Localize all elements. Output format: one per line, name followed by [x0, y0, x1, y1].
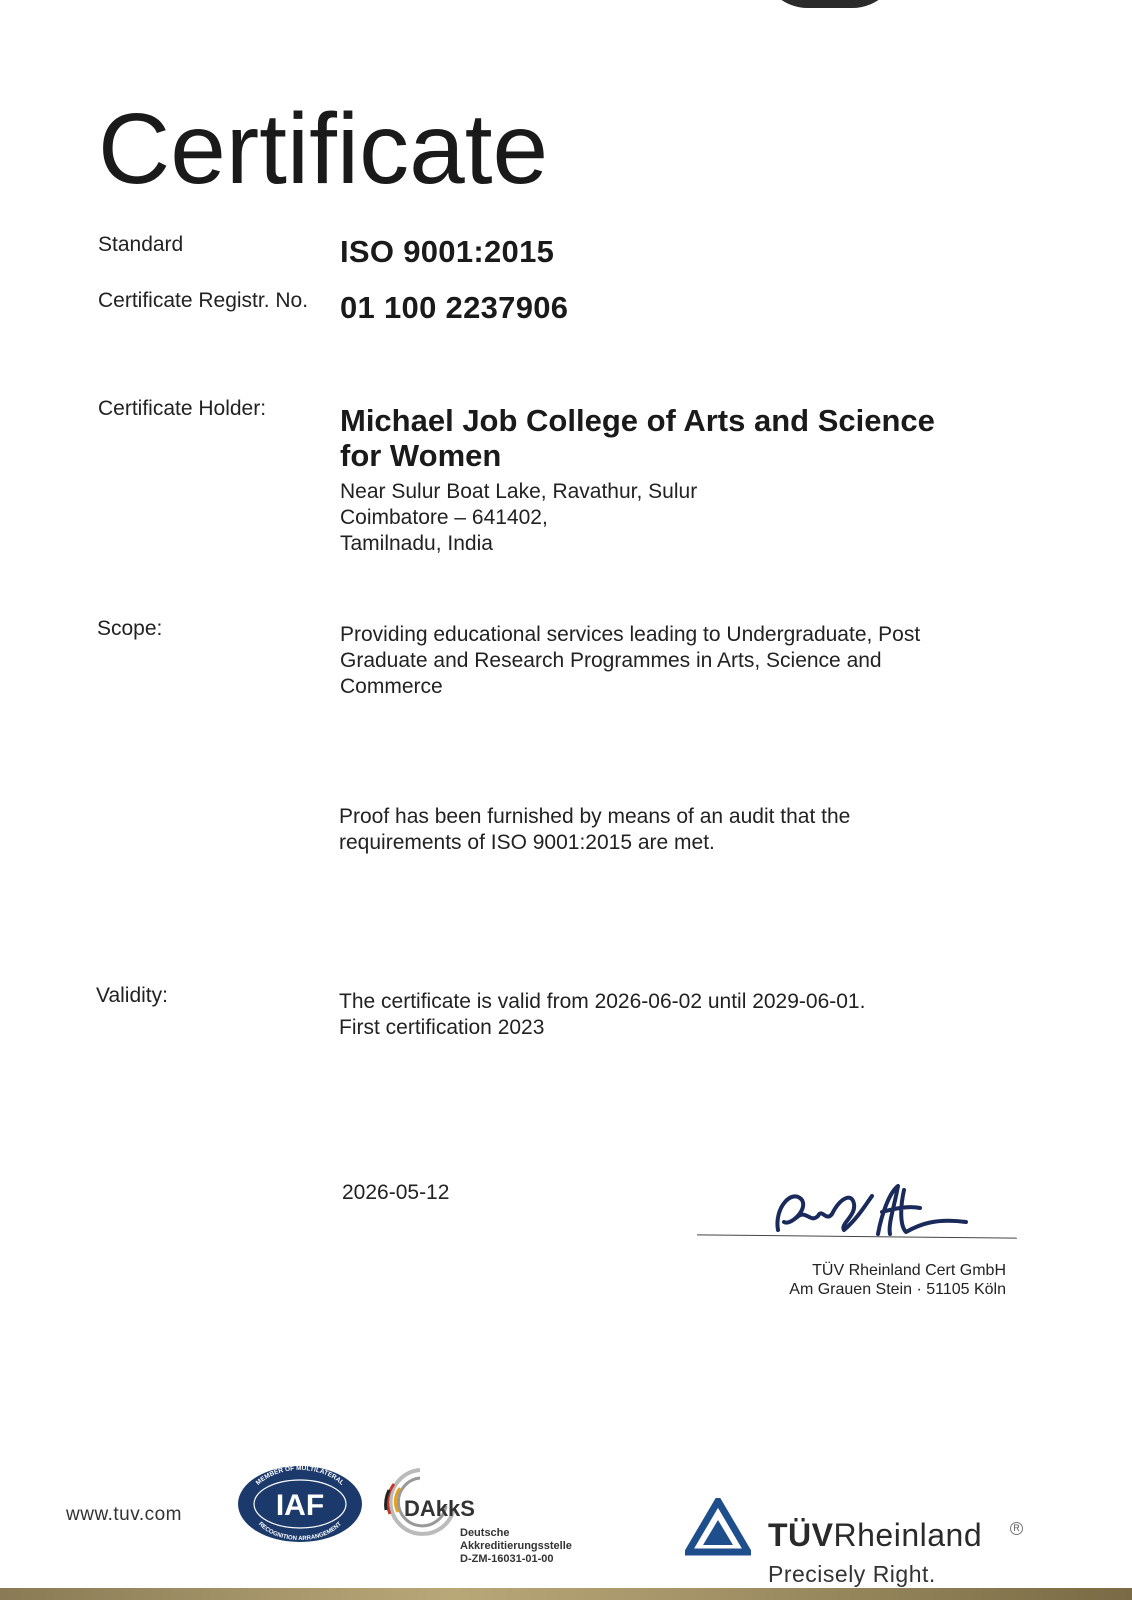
scan-artifact	[760, 0, 900, 8]
holder-name-line2: for Women	[340, 438, 502, 473]
registration-number: 01 100 2237906	[340, 290, 569, 325]
issuer-address: Am Grauen Stein · 51105 Köln	[789, 1281, 1006, 1298]
website-link[interactable]: www.tuv.com	[66, 1504, 183, 1525]
proof-line: Proof has been furnished by means of an audit that the	[339, 805, 851, 828]
tuv-brand-bold: TÜV	[768, 1517, 834, 1553]
dakks-line1: Deutsche	[460, 1527, 510, 1539]
signature-icon	[770, 1178, 990, 1250]
dakks-name: DAkkS	[404, 1496, 475, 1521]
validity-label: Validity:	[96, 984, 168, 1007]
certificate-title: Certificate	[98, 93, 549, 205]
scope-line: Providing educational services leading to Undergraduate, Post	[340, 623, 921, 646]
dakks-line2: Akkreditierungsstelle	[460, 1540, 572, 1552]
tuv-triangle-icon	[685, 1498, 751, 1556]
standard-value: ISO 9001:2015	[340, 234, 555, 269]
iaf-ring-top: MEMBER OF MULTILATERAL	[254, 1464, 346, 1487]
proof-line: requirements of ISO 9001:2015 are met.	[339, 831, 715, 854]
validity-line: The certificate is valid from 2026-06-02 until 2029-06-01.	[339, 990, 866, 1013]
tuv-brand-rest: Rheinland	[833, 1517, 983, 1553]
scope-line: Commerce	[340, 675, 443, 698]
registered-mark: R	[1010, 1522, 1023, 1535]
issuer-name: TÜV Rheinland Cert GmbH	[812, 1262, 1006, 1279]
address-line: Tamilnadu, India	[340, 532, 493, 555]
tuv-tagline: Precisely Right.	[768, 1561, 936, 1587]
scan-edge	[0, 1588, 1132, 1600]
issue-date: 2026-05-12	[342, 1181, 450, 1204]
holder-block	[340, 403, 935, 557]
holder-name-line1: Michael Job College of Arts and Science	[340, 403, 935, 438]
validity-text	[339, 989, 865, 1041]
iaf-ring-bottom: RECOGNITION ARRANGEMENT	[257, 1521, 343, 1543]
dakks-line3: D-ZM-16031-01-00	[460, 1553, 554, 1565]
scope-label: Scope:	[97, 617, 163, 640]
address-line: Coimbatore – 641402,	[340, 506, 548, 529]
tuv-brand	[768, 1517, 982, 1554]
address-line: Near Sulur Boat Lake, Ravathur, Sulur	[340, 480, 698, 503]
proof-text	[339, 804, 850, 856]
iaf-text: IAF	[275, 1489, 325, 1522]
scope-line: Graduate and Research Programmes in Arts, Science and	[340, 649, 882, 672]
standard-label: Standard	[98, 233, 184, 256]
holder-label: Certificate Holder:	[98, 397, 267, 420]
holder-address	[340, 479, 935, 557]
validity-line: First certification 2023	[339, 1016, 545, 1039]
registration-label: Certificate Registr. No.	[98, 289, 309, 312]
iaf-logo-icon	[236, 1464, 364, 1544]
scope-text	[340, 622, 920, 700]
